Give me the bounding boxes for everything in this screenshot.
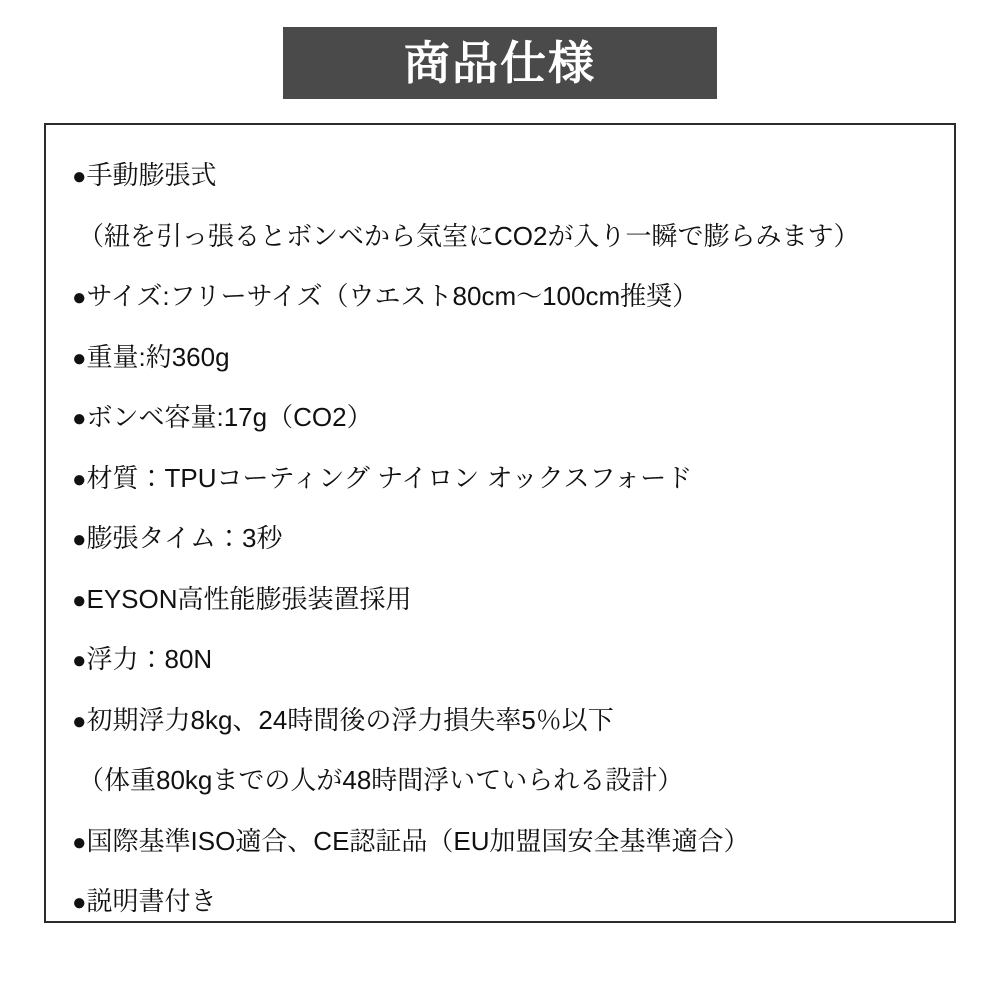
- spec-item-text: 材質：TPUコーティング ナイロン オックスフォード: [86, 462, 693, 493]
- bullet-icon: ●: [72, 889, 87, 916]
- spec-item-text: 説明書付き: [86, 886, 217, 916]
- bullet-icon: ●: [72, 586, 87, 614]
- spec-item: [72, 825, 928, 858]
- bullet-icon: ●: [72, 163, 87, 190]
- spec-item-text: （体重80kgまでの人が48時間浮いていられる設計）: [78, 765, 684, 795]
- specification-list: [72, 159, 928, 918]
- bullet-icon: ●: [72, 344, 87, 372]
- bullet-icon: ●: [72, 707, 87, 735]
- bullet-icon: ●: [72, 465, 87, 493]
- spec-item-text: EYSON高性能膨張装置採用: [86, 583, 412, 614]
- spec-item-text: 国際基準ISO適合、CE認証品（EU加盟国安全基準適合）: [86, 825, 750, 856]
- spec-item: [78, 764, 928, 797]
- bullet-icon: ●: [72, 405, 87, 432]
- spec-item-text: 初期浮力8kg、24時間後の浮力損失率5％以下: [86, 704, 614, 735]
- spec-item-text: 手動膨張式: [86, 160, 217, 190]
- specification-box: [44, 123, 956, 923]
- spec-item: [72, 159, 928, 192]
- spec-item-text: 膨張タイム：3秒: [86, 523, 283, 553]
- spec-item-text: 浮力：80N: [86, 644, 213, 674]
- spec-item: [72, 643, 928, 676]
- spec-item: [72, 462, 928, 495]
- spec-item-text: （紐を引っ張るとボンベから気室にCO2が入り一瞬で膨らみます）: [78, 220, 860, 251]
- page-title: 商品仕様: [404, 37, 596, 89]
- bullet-icon: ●: [72, 647, 87, 674]
- spec-item-text: サイズ:フリーサイズ（ウエスト80cm〜100cm推奨）: [86, 281, 699, 311]
- spec-item: [78, 220, 928, 253]
- bullet-icon: ●: [72, 284, 87, 311]
- spec-item-text: ボンベ容量:17g（CO2）: [86, 402, 373, 432]
- spec-item-text: 重量:約360g: [86, 341, 230, 372]
- bullet-icon: ●: [72, 526, 87, 553]
- spec-item: [72, 280, 928, 313]
- spec-item: [72, 583, 928, 616]
- page-title-banner: [283, 27, 717, 99]
- spec-item: [72, 522, 928, 555]
- spec-item: [72, 401, 928, 434]
- bullet-icon: ●: [72, 828, 87, 856]
- spec-item: [72, 341, 928, 374]
- spec-item: [72, 885, 928, 918]
- spec-item: [72, 704, 928, 737]
